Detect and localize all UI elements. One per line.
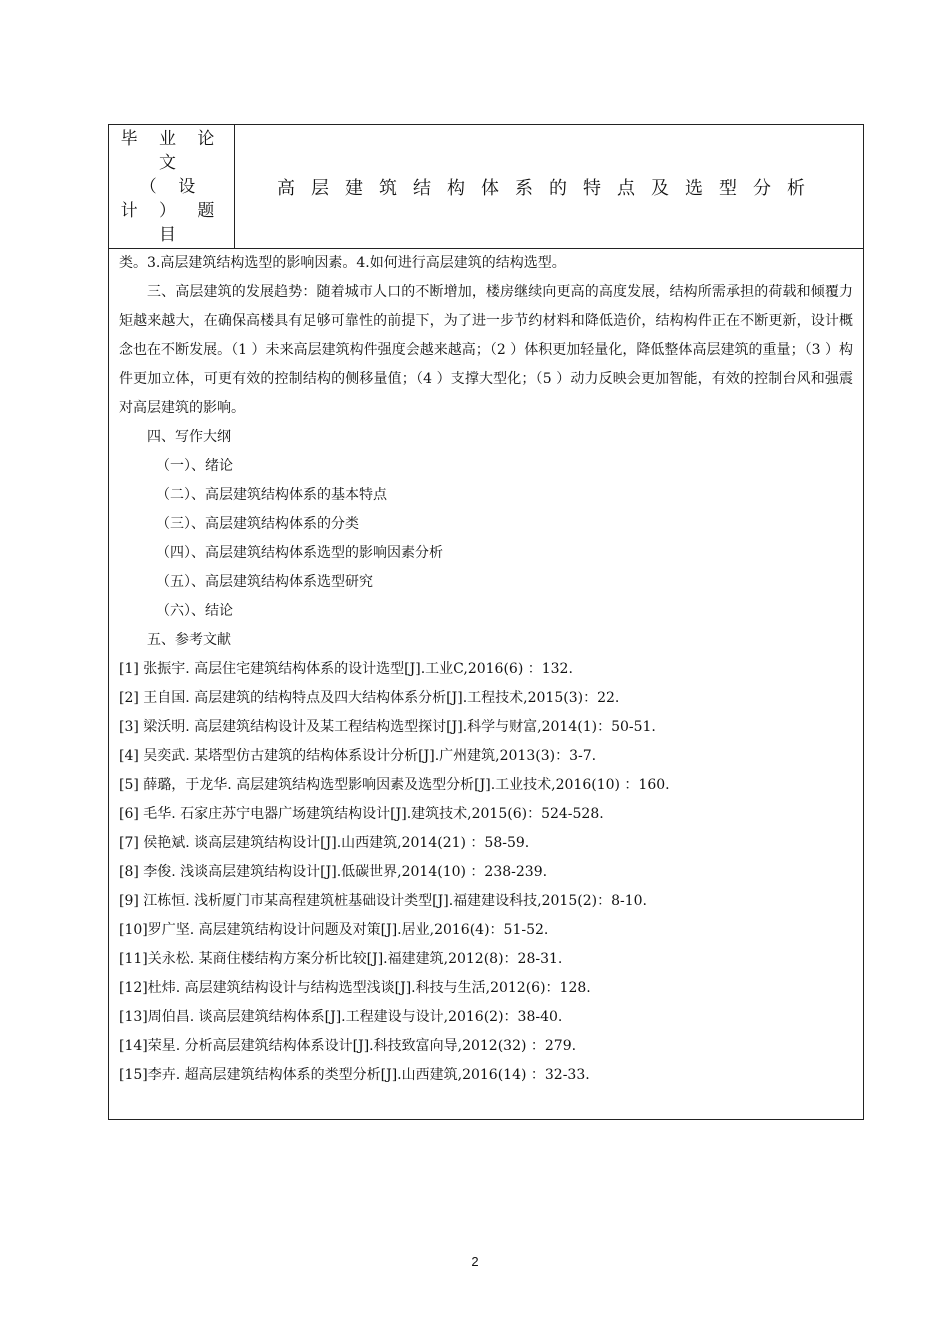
reference-item: [11]关永松. 某商住楼结构方案分析比较[J].福建建筑,2012(8)：28-31. xyxy=(119,951,563,967)
title-label-line: （ 设 xyxy=(139,177,204,197)
outline-item: （四）、高层建筑结构体系选型的影响因素分析 xyxy=(156,545,443,561)
title-label-line: 计 ） 题 xyxy=(120,201,223,221)
page-number: 2 xyxy=(471,1254,479,1269)
reference-item: [1] 张振宇. 高层住宅建筑结构体系的设计选型[J].工业C,2016(6) ：132. xyxy=(119,661,573,677)
reference-item: [15]李卉. 超高层建筑结构体系的类型分析[J].山西建筑,2016(14) ：32-33. xyxy=(119,1067,590,1083)
references-heading: 五、参考文献 xyxy=(147,632,231,648)
paragraph-continuation: 类。3.高层建筑结构选型的影响因素。4.如何进行高层建筑的结构选型。 xyxy=(119,255,566,271)
reference-item: [5] 薛璐，于龙华. 高层建筑结构选型影响因素及选型分析[J].工业技术,2016(10) ：160. xyxy=(119,777,670,793)
title-label-line: 目 xyxy=(159,225,184,245)
paragraph-development-trends: 三、高层建筑的发展趋势：随着城市人口的不断增加，楼房继续向更高的高度发展，结构所需承担的荷载和倾覆力矩越来越大，在确保高楼具有足够可靠性的前提下，为了进一步节约材料和降低造价，结构构件正在不断更新，设计概念也在不断发展。（1 ）未来高层建筑构件强度会越来越高；（2 ）体积更加轻量化，降低整体高层建筑的重量；（3 ）构件更加立体，可更有效的控制结构的侧移量值；（4 ）支撑大型化；（5 ）动力反映会更加智能，有效的控制台风和强震对高层建筑的影响。 xyxy=(119,284,853,416)
outline-item: （六）、结论 xyxy=(156,603,233,619)
reference-item: [14]荣星. 分析高层建筑结构体系设计[J].科技致富向导,2012(32) ：279. xyxy=(119,1038,577,1054)
title-label-line: 毕 业 论 xyxy=(120,129,223,149)
reference-item: [9] 江栋恒. 浅析厦门市某高程建筑桩基础设计类型[J].福建建设科技,2015(2)：8-10. xyxy=(119,893,647,909)
reference-item: [3] 梁沃明. 高层建筑结构设计及某工程结构选型探讨[J].科学与财富,2014(1)：50-51. xyxy=(119,719,656,735)
content-cell xyxy=(109,249,863,1119)
outline-heading: 四、写作大纲 xyxy=(147,429,231,445)
title-row xyxy=(109,125,863,249)
outline-item: （一）、绪论 xyxy=(156,458,233,474)
title-label-line: 文 xyxy=(159,153,184,173)
thesis-title: 高层建筑结构体系的特点及选型分析 xyxy=(277,177,821,199)
outline-item: （五）、高层建筑结构体系选型研究 xyxy=(156,574,373,590)
reference-item: [2] 王自国. 高层建筑的结构特点及四大结构体系分析[J].工程技术,2015(3)：22. xyxy=(119,690,620,706)
outline-item: （二）、高层建筑结构体系的基本特点 xyxy=(156,487,387,503)
reference-item: [13]周伯昌. 谈高层建筑结构体系[J].工程建设与设计,2016(2)：38-40. xyxy=(119,1009,563,1025)
reference-item: [4] 吴奕武. 某塔型仿古建筑的结构体系设计分析[J].广州建筑,2013(3)：3-7. xyxy=(119,748,597,764)
reference-item: [12]杜炜. 高层建筑结构设计与结构选型浅谈[J].科技与生活,2012(6)：128. xyxy=(119,980,591,996)
reference-item: [10]罗广坚. 高层建筑结构设计问题及对策[J].居业,2016(4)：51-52. xyxy=(119,922,549,938)
reference-item: [6] 毛华. 石家庄苏宁电器广场建筑结构设计[J].建筑技术,2015(6)：524-528. xyxy=(119,806,604,822)
reference-item: [7] 侯艳斌. 谈高层建筑结构设计[J].山西建筑,2014(21) ：58-59. xyxy=(119,835,530,851)
outline-item: （三）、高层建筑结构体系的分类 xyxy=(156,516,359,532)
title-label-cell xyxy=(109,125,235,248)
thesis-form-table xyxy=(108,124,864,1120)
reference-item: [8] 李俊. 浅谈高层建筑结构设计[J].低碳世界,2014(10) ：238-239. xyxy=(119,864,548,880)
